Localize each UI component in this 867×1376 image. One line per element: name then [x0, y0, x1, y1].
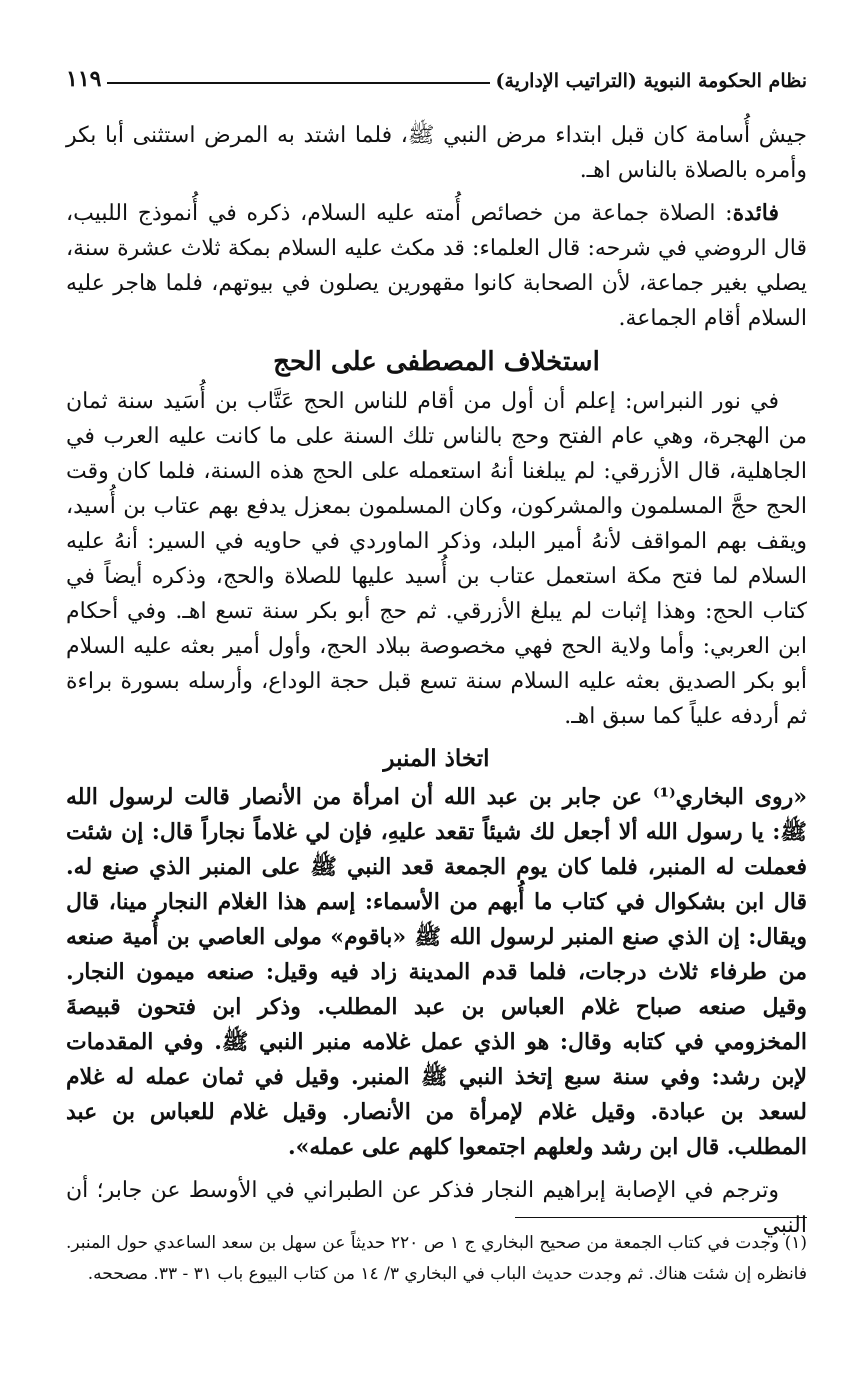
paragraph-hajj: في نور النبراس: إعلم أن أول من أقام للناس الحج عَتَّاب بن أُسَيد سنة ثمان من الهجرة، وهي عام الفتح وحج بالناس تلك السنة على ما كانت عليه العرب في الجاهلية، قال الأزرقي: لم يبلغنا أنهُ استعمله على الحج هذه السنة، فلما كان وقت الحج حجَّ المسلمون والمشركون، وكان المسلمون بمعزل يدفع بهم عتاب بن أُسيد، ويقف بهم المواقف لأنهُ أمير البلد، وذكر الماوردي في حاويه في السير: أنهُ عليه السلام لما فتح مكة استعمل عتاب بن أُسيد عليها للصلاة والحج، وذكره أيضاً في كتاب الحج: وهذا إثبات لم يبلغ الأزرقي. ثم حج أبو بكر سنة تسع اهـ. وفي أحكام ابن العربي: وأما ولاية الحج فهي مخصوصة ببلاد الحج، وأول أمير بعثه عليه السلام أبو بكر الصديق بعثه عليه السلام سنة تسع قبل حجة الوداع، وأرسله بسورة براءة ثم أردفه علياً كما سبق اهـ.	[66, 389, 807, 729]
paragraph-continuation: جيش أُسامة كان قبل ابتداء مرض النبي ﷺ، فلما اشتد به المرض استثنى أبا بكر وأمره بالصلاة بالناس اهـ.	[66, 123, 807, 183]
paragraph-minbar-quote: «روى البخاري⁽¹⁾ عن جابر بن عبد الله أن امرأة من الأنصار قالت لرسول الله ﷺ: يا رسول الله ألا أجعل لك شيئاً تقعد عليهِ، فإن لي غلاماً نجاراً قال: إن شئت فعملت له المنبر، فلما كان يوم الجمعة قعد النبي ﷺ على المنبر الذي صنع له. قال ابن بشكوال في كتاب ما أُبهم من الأسماء: إسم هذا الغلام النجار مينا، قال ويقال: إن الذي صنع المنبر لرسول الله ﷺ «باقوم» مولى العاصي بن أُمية صنعه من طرفاء ثلاث درجات، فلما قدم المدينة زاد فيه وقيل: صنعه ميمون النجار. وقيل صنعه صباح غلام العباس بن عبد المطلب. وذكر ابن فتحون قبيصةَ المخزومي في كتابه وقال: هو الذي عمل غلامه منبر النبي ﷺ. وفي المقدمات لإبن رشد: وفي سنة سبع إتخذ النبي ﷺ المنبر. وقيل في ثمان عمله له غلام لسعد بن عبادة. وقيل غلام لإمرأة من الأنصار. وقيل غلام للعباس بن عبد المطلب. قال ابن رشد ولعلهم اجتمعوا كلهم على عمله».	[66, 784, 808, 1160]
running-title: نظام الحكومة النبوية (التراتيب الإدارية)	[495, 70, 807, 92]
running-header	[66, 58, 807, 92]
footnote-rule	[515, 1217, 807, 1218]
header-rule	[107, 82, 489, 84]
paragraph-benefit	[66, 196, 807, 336]
paragraph-isaba: وترجم في الإصابة إبراهيم النجار فذكر عن الطبراني في الأوسط عن جابر؛ أن النبي	[66, 1178, 807, 1238]
footnote: (١) وجدت في كتاب الجمعة من صحيح البخاري ج ١ ص ٢٢٠ حديثاً عن سهل بن سعد الساعدي حول المنبر. فانظره إن شئت هناك. ثم وجدت حديث الباب في البخاري ٣/ ١٤ من كتاب البيوع باب ٣١ - ٣٣. مصححه.	[66, 1233, 807, 1284]
benefit-text: : الصلاة جماعة من خصائص أُمته عليه السلام، ذكره في أُنموذج اللبيب، قال الروضي في شرحه: قال العلماء: قد مكث عليه السلام بمكة ثلاث عشرة سنة، يصلي بغير جماعة، لأن الصحابة كانوا مقهورين يصلون في بيوتهم، فلما هاجر عليه السلام أقام الجماعة.	[66, 201, 807, 331]
benefit-label: فائدة	[732, 200, 779, 226]
main-text	[66, 118, 807, 1243]
section-heading-minbar: اتخاذ المنبر	[383, 745, 490, 772]
page-number: ١١٩	[66, 66, 102, 92]
section-heading-hajj: استخلاف المصطفى على الحج	[273, 347, 600, 377]
